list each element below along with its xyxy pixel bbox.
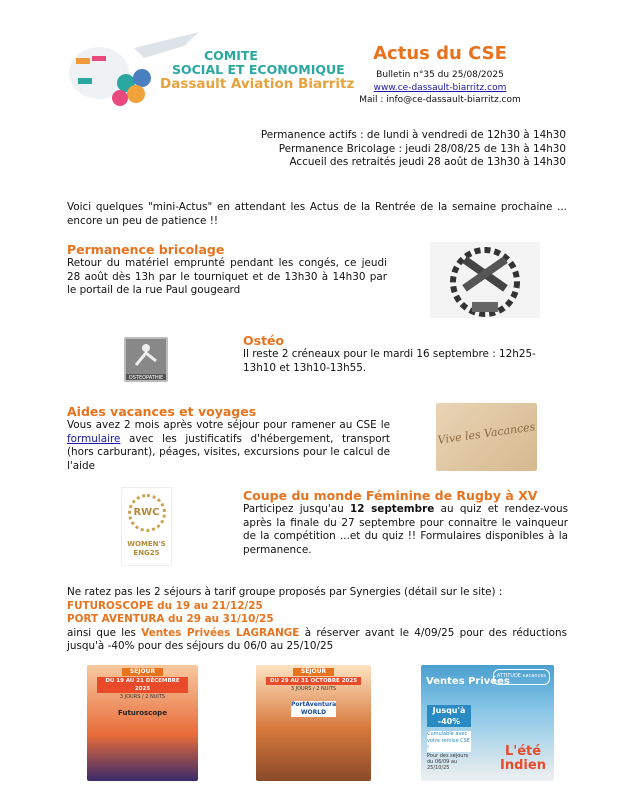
formulaire-link[interactable]: formulaire bbox=[67, 432, 121, 445]
osteo-image-label: OSTEOPATHIE bbox=[126, 374, 166, 382]
poster-brand: PortAventura WORLD bbox=[291, 701, 337, 716]
text: à réserver avant le 4/09/25 pour des réductions jusqu'à -40% pour des séjours du 06/0 au 25/10/25 bbox=[67, 626, 567, 653]
logo-line3: Dassault Aviation Biarritz bbox=[160, 76, 355, 92]
poster-dates: DU 19 AU 21 DÉCEMBRE 2025 bbox=[97, 677, 188, 693]
section-title-vacances: Aides vacances et voyages bbox=[67, 404, 257, 419]
text: au quiz et rendez-vous après la finale du 27 septembre pour connaitre le vainqueur de la compétition ...et du quiz !! Formulaires disponibles à la permanence. bbox=[243, 503, 568, 556]
cse-logo bbox=[64, 28, 355, 108]
website-link[interactable]: www.ce-dassault-biarritz.com bbox=[373, 82, 507, 93]
sand-writing: Vive les Vacances bbox=[436, 420, 537, 447]
portaventura-offer: PORT AVENTURA du 29 au 31/10/25 bbox=[67, 613, 274, 626]
deadline: 12 septembre bbox=[350, 503, 435, 515]
rwc-emblem: RWC bbox=[128, 494, 166, 532]
lagrange-offer: Ventes Privées LAGRANGE bbox=[141, 626, 300, 639]
section-text-bricolage: Retour du matériel emprunté pendant les congés, ce jeudi 28 août dès 13h par le tourniquet et de 13h30 à 14h30 par le portail de la rue Paul gougeard bbox=[67, 257, 387, 297]
text: avec les justificatifs d'hébergement, transport (hors carburant), péages, visites, excursions pour le calcul de l'aide bbox=[67, 432, 390, 472]
hours-line: Permanence actifs : de lundi à vendredi de 12h30 à 14h30 bbox=[260, 129, 566, 141]
section-title-bricolage: Permanence bricolage bbox=[67, 242, 225, 257]
rwc-subtitle: WOMEN'S ENG25 bbox=[127, 540, 166, 557]
section-text-osteo: Il reste 2 créneaux pour le mardi 16 septembre : 12h25-13h10 et 13h10-13h55. bbox=[243, 348, 536, 374]
section-text-rugby bbox=[243, 503, 568, 557]
intro-text: Voici quelques "mini-Actus" en attendant les Actus de la Rentrée de la semaine prochaine ... encore un peu de patience !! bbox=[67, 201, 567, 227]
section-text-vacances bbox=[67, 419, 390, 473]
mail-address: Mail : info@ce-dassault-biarritz.com bbox=[359, 95, 521, 105]
vacation-sand-image bbox=[436, 403, 537, 471]
poster-promo-sub: Cumulable avec votre remise CSE ! bbox=[427, 731, 470, 751]
poster-badge: SÉJOUR bbox=[293, 668, 334, 676]
text: ainsi que les bbox=[67, 626, 142, 639]
poster-dates: Pour des séjours du 06/09 au 25/10/25 bbox=[427, 753, 469, 771]
poster-sub: 3 JOURS / 2 NUITS bbox=[119, 694, 166, 700]
poster-brand: Futuroscope bbox=[118, 709, 167, 717]
text: Vous avez 2 mois après votre séjour pour ramener au CSE le bbox=[67, 419, 390, 431]
futuroscope-poster[interactable] bbox=[87, 665, 198, 781]
poster-badge: SÉJOUR bbox=[122, 668, 163, 676]
poster-promo: Jusqu'à -40% bbox=[427, 705, 471, 727]
bulletin-number: Bulletin n°35 du 25/08/2025 bbox=[376, 70, 504, 80]
portaventura-poster[interactable] bbox=[256, 665, 371, 781]
poster-title: Ventes Privées bbox=[426, 676, 510, 687]
logo-line2: SOCIAL ET ECONOMIQUE bbox=[172, 62, 345, 77]
text: Participez jusqu'au bbox=[243, 503, 350, 515]
page-title: Actus du CSE bbox=[373, 43, 507, 64]
tools-image bbox=[430, 242, 540, 318]
hours-line: Permanence Bricolage : jeudi 28/08/25 de 13h à 14h30 bbox=[278, 142, 566, 155]
poster-sub: 3 JOURS / 2 NUITS bbox=[290, 686, 337, 692]
section-title-osteo: Ostéo bbox=[243, 333, 285, 348]
futuroscope-offer: FUTUROSCOPE du 19 au 21/12/25 bbox=[67, 599, 263, 612]
sejours-intro: Ne ratez pas les 2 séjours à tarif groupe proposés par Synergies (détail sur le site) : bbox=[67, 586, 503, 598]
logo-line1: COMITE bbox=[204, 48, 258, 63]
hours-line: Accueil des retraités jeudi 28 août de 13h30 à 14h30 bbox=[289, 156, 566, 169]
sejours-block bbox=[67, 586, 567, 654]
section-title-rugby: Coupe du monde Féminine de Rugby à XV bbox=[243, 488, 538, 503]
osteopathy-icon bbox=[124, 337, 168, 382]
poster-brand: ATTITUDE vacances bbox=[493, 669, 550, 685]
poster-dates: DU 29 AU 31 OCTOBRE 2025 bbox=[266, 677, 361, 685]
opening-hours bbox=[261, 129, 566, 170]
rugby-world-cup-logo bbox=[121, 487, 172, 566]
ventes-privees-poster[interactable] bbox=[421, 665, 554, 781]
poster-tagline: L'été Indien bbox=[500, 744, 546, 773]
